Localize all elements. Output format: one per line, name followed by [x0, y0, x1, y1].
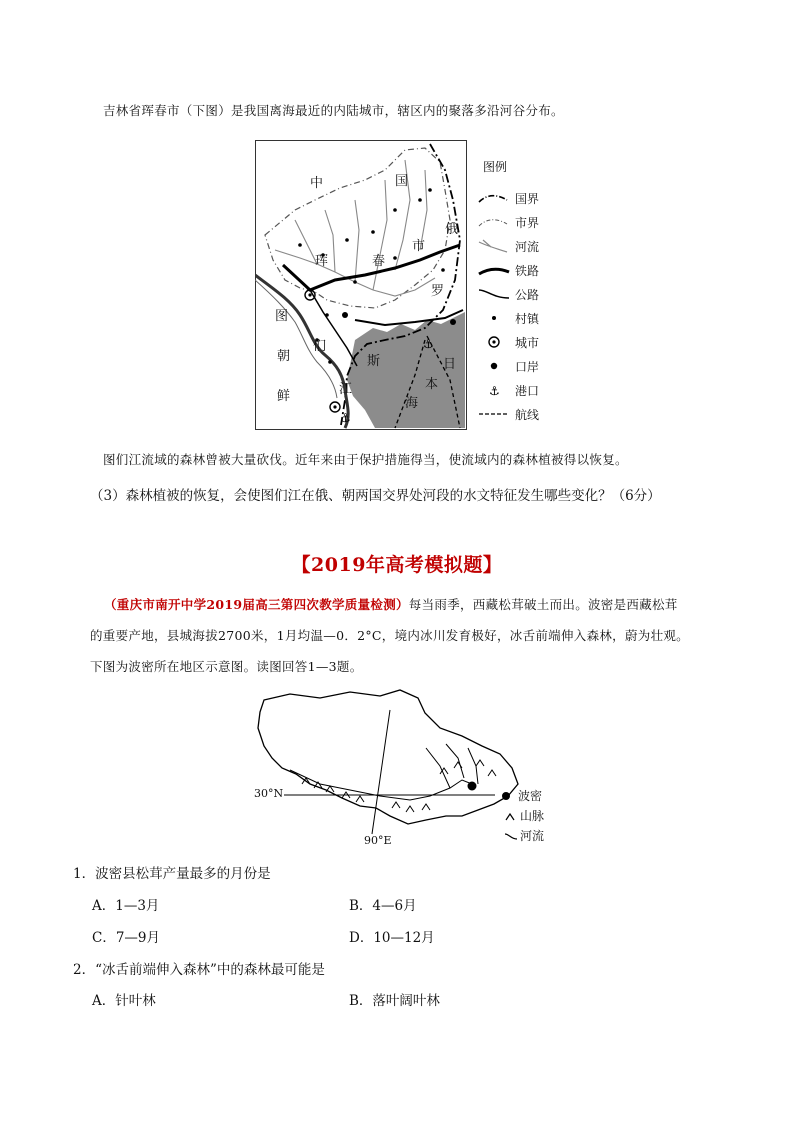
label-tu: 图 — [275, 309, 289, 324]
label-ri: 日 — [443, 357, 457, 372]
label-hai: 海 — [405, 396, 419, 411]
q2-option-b[interactable]: B．落叶阔叶林 — [349, 993, 440, 1009]
label-xian: 鲜 — [277, 389, 291, 404]
label-luo: 罗 — [431, 284, 445, 299]
legend-river2: 河流 — [504, 827, 544, 844]
legend-title: 图例 — [483, 160, 508, 174]
lon-label: 90°E — [364, 834, 392, 847]
shipping-route-icon — [477, 406, 511, 422]
q1-option-c[interactable]: C．7—9月 — [92, 930, 161, 946]
label-ben: 本 — [425, 377, 439, 392]
label-e: 俄 — [445, 222, 459, 237]
passage-text-a: 每当雨季，西藏松茸破土而出。波密是西藏松茸 — [408, 597, 678, 612]
legend-national-border: 国界 — [477, 188, 539, 208]
label-jiang: 江 — [339, 382, 353, 397]
harbor-marker-2: ⚓ — [340, 411, 351, 425]
label-shi: 市 — [412, 239, 426, 254]
city-icon — [477, 334, 511, 350]
svg-text:⚓: ⚓ — [489, 384, 500, 398]
river-icon-2 — [504, 831, 518, 841]
hunchun-map-legend — [477, 140, 545, 428]
label-chao: 朝 — [277, 349, 291, 364]
q1-option-d[interactable]: D．10—12月 — [349, 930, 435, 946]
harbor-marker-1: ⚓ — [423, 337, 434, 351]
passage-source: （重庆市南开中学2019届高三第四次教学质量检测） — [104, 597, 409, 612]
border-port-marker — [342, 312, 348, 318]
bomi-location — [468, 782, 477, 791]
label-men: 们 — [313, 339, 327, 354]
q1-option-b[interactable]: B．4—6月 — [349, 898, 417, 914]
question-2-stem: 2．“冰舌前端伸入森林”中的森林最可能是 — [73, 962, 325, 978]
legend-mountain: 山脉 — [504, 807, 544, 824]
railway-icon — [477, 262, 511, 278]
mountain-icon — [504, 811, 516, 821]
passage-line-2: 的重要产地，县城海拔2700米，1月均温—0．2°C，境内冰川发育极好，冰舌前端伸入森林，蔚为壮观。 — [90, 628, 689, 643]
village-icon — [477, 310, 511, 326]
harbor-icon — [477, 382, 511, 398]
legend-border-port: 口岸 — [477, 356, 539, 376]
river-2 — [426, 748, 450, 788]
bomi-map — [250, 688, 570, 848]
national-border-icon — [477, 190, 511, 206]
tibet-outline — [258, 690, 518, 824]
legend-bomi: 波密 — [502, 787, 542, 804]
label-guo: 国 — [395, 174, 409, 189]
city-boundary — [265, 148, 450, 308]
legend-river: 河流 — [477, 236, 539, 256]
legend-highway: 公路 — [477, 284, 539, 304]
city-border-icon — [477, 214, 511, 230]
forest-paragraph: 图们江流域的森林曾被大量砍伐。近年来由于保护措施得当，使流域内的森林植被得以恢复。 — [103, 452, 628, 467]
intro-paragraph: 吉林省珲春市（下图）是我国离海最近的内陆城市，辖区内的聚落多沿河谷分布。 — [103, 103, 564, 118]
legend-city: 城市 — [477, 332, 539, 352]
border-port-icon — [477, 358, 511, 374]
bomi-map-drawing — [250, 688, 570, 848]
legend-harbor: ⚓ 港口 — [477, 380, 539, 400]
lon-90e-line — [372, 710, 390, 834]
legend-village: 村镇 — [477, 308, 539, 328]
legend-city-border: 市界 — [477, 212, 539, 232]
highway-icon — [477, 286, 511, 302]
q1-option-a[interactable]: A．1—3月 — [92, 898, 160, 914]
bomi-dot-icon — [502, 792, 510, 800]
label-zhong: 中 — [310, 176, 324, 191]
river-icon — [477, 238, 511, 254]
legend-shipping-route: 航线 — [477, 404, 539, 424]
legend-railway: 铁路 — [477, 260, 539, 280]
passage-line-1 — [90, 592, 710, 618]
label-hun: 珲 — [315, 254, 329, 269]
section-heading: 【2019年高考模拟题】 — [291, 554, 503, 576]
q2-option-a[interactable]: A．针叶林 — [92, 993, 156, 1009]
label-chun: 春 — [372, 254, 386, 269]
lat-label: 30°N — [254, 787, 284, 800]
hunchun-map — [255, 140, 545, 430]
river-3 — [446, 744, 464, 778]
question-3: （3）森林植被的恢复，会使图们江在俄、朝两国交界处河段的水文特征发生哪些变化？（6分） — [90, 488, 661, 504]
passage-line-3: 下图为波密所在地区示意图。读图回答1—3题。 — [90, 659, 363, 674]
question-1-stem: 1．波密县松茸产量最多的月份是 — [73, 866, 271, 882]
tumen-river — [255, 275, 348, 428]
label-si: 斯 — [367, 354, 381, 369]
